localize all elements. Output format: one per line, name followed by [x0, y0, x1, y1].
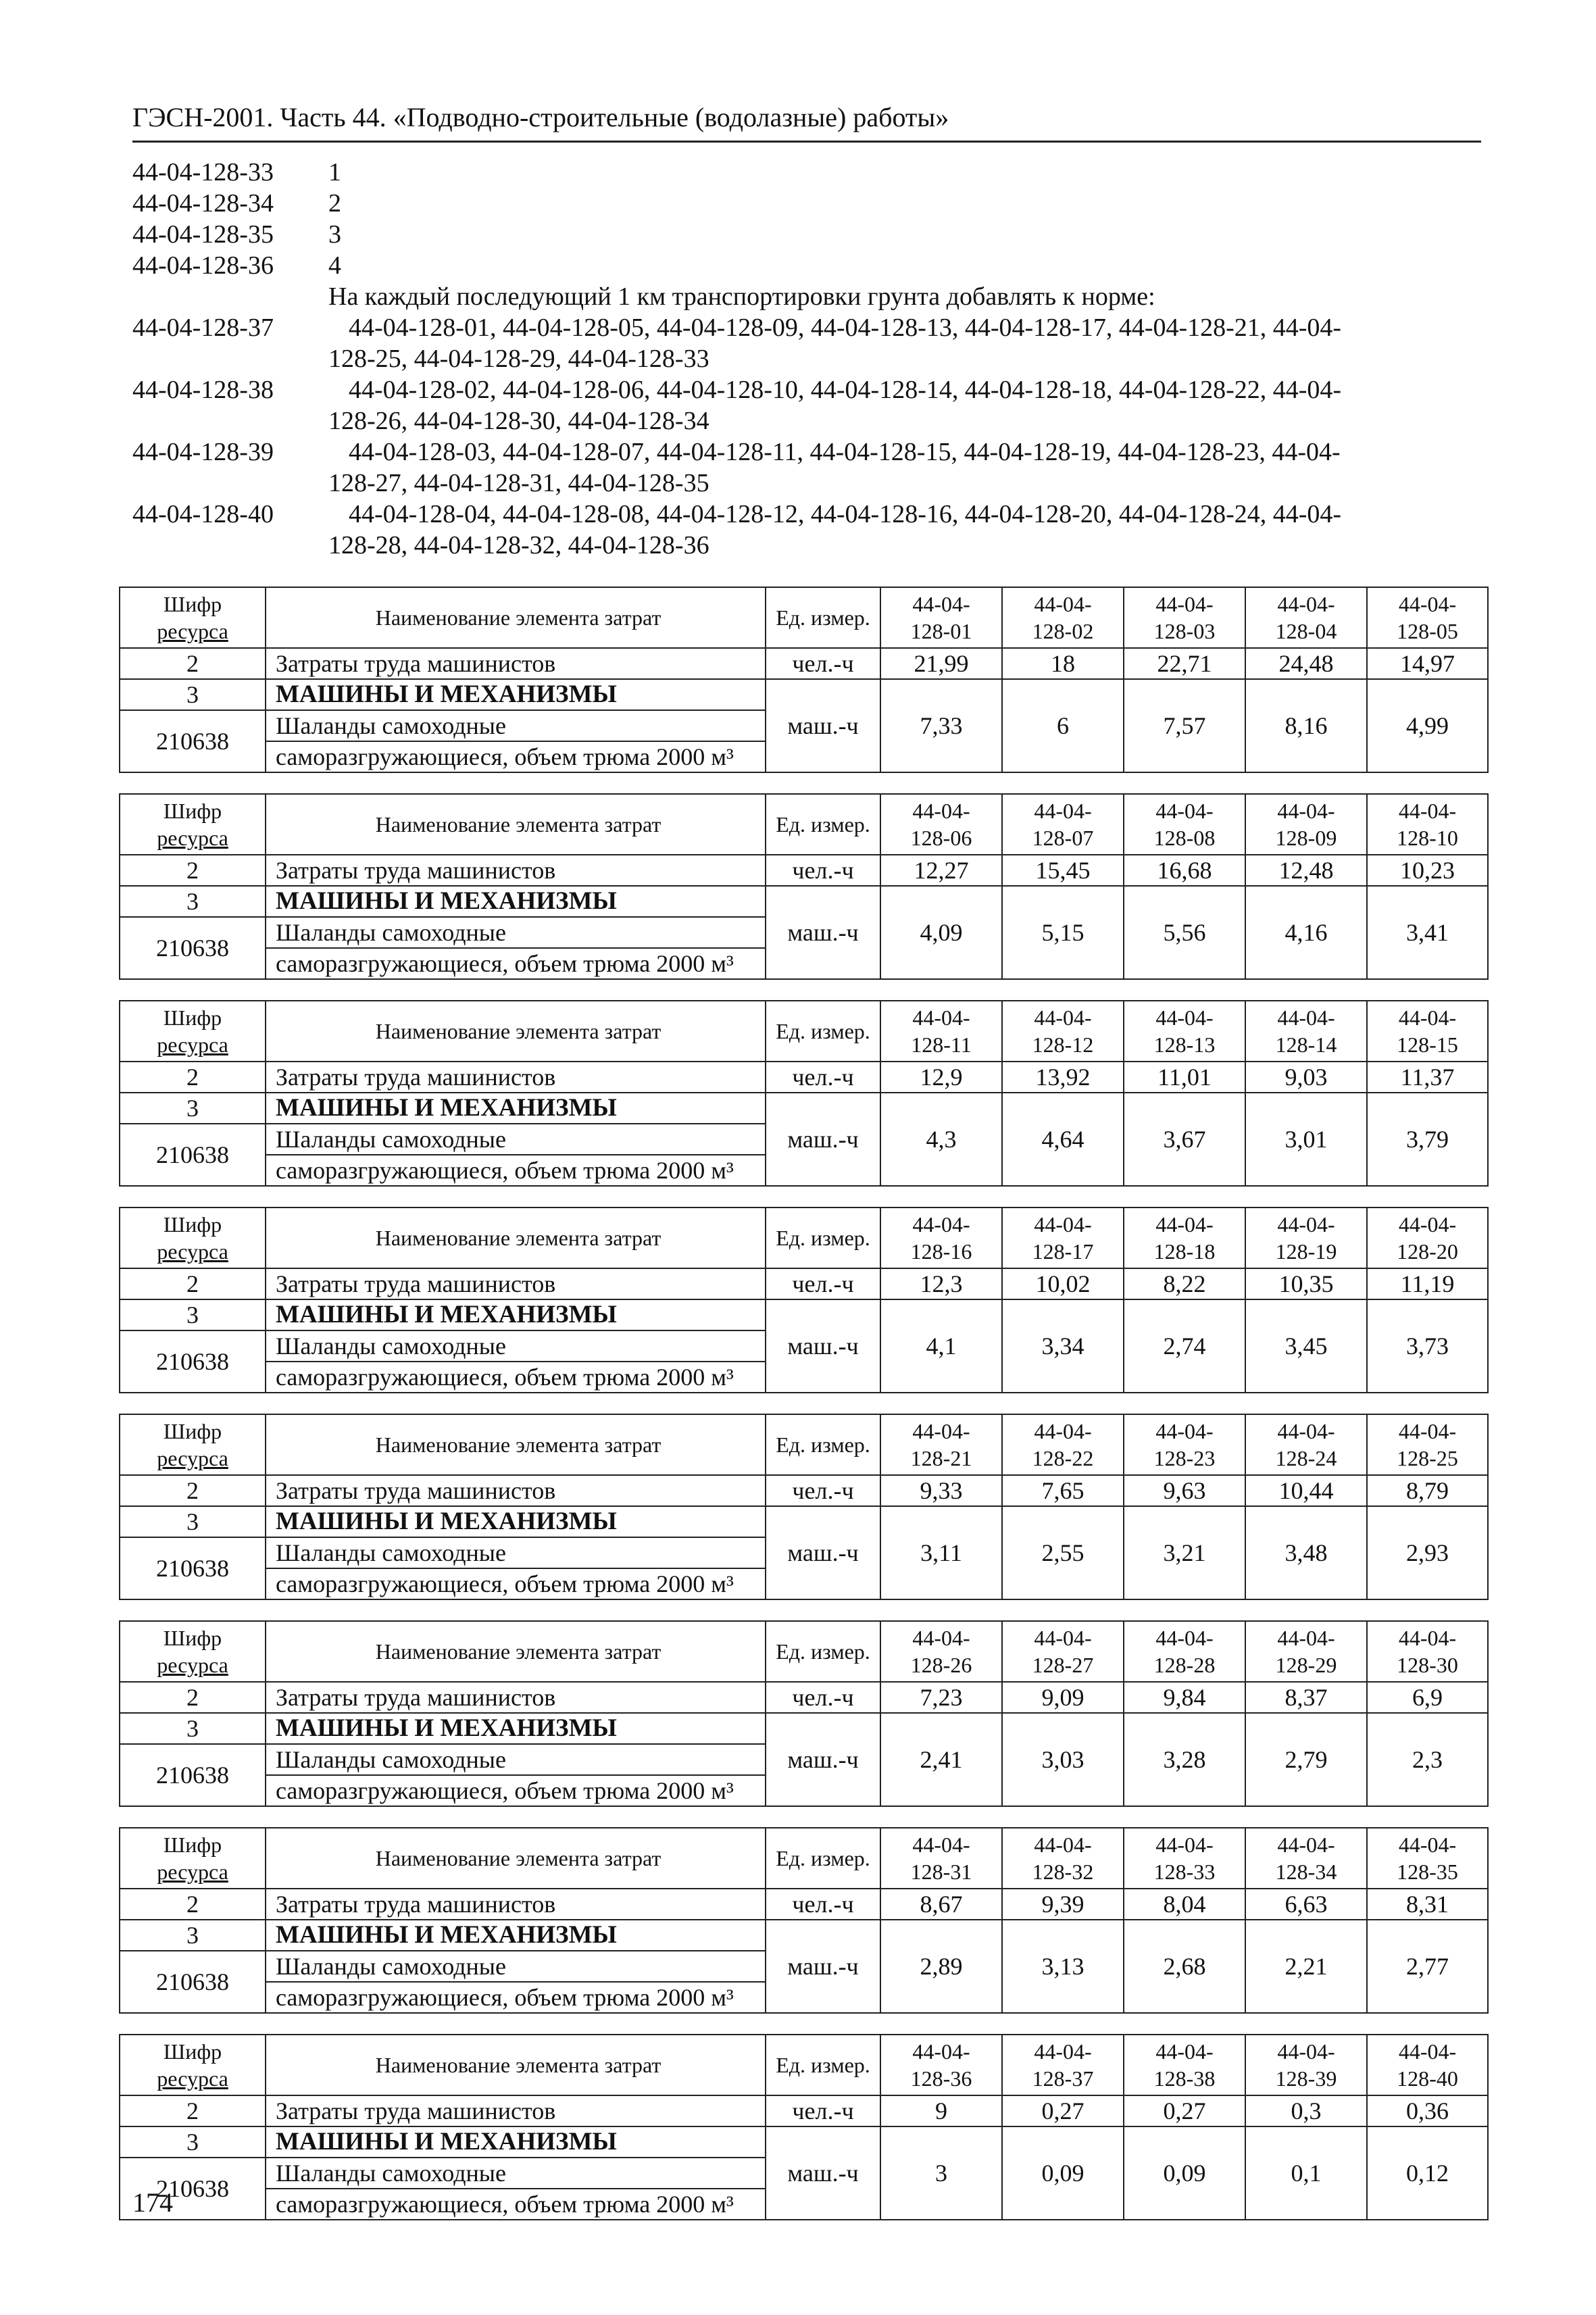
- addition-list-cont: 128-27, 44-04-128-31, 44-04-128-35: [328, 469, 709, 497]
- cost-element-header: Наименование элемента затрат: [266, 587, 766, 648]
- resource-code-header: Шифр ресурса: [120, 1001, 266, 1062]
- machine-name-cont: саморазгружающиеся, объем трюма 2000 м³: [266, 1982, 766, 2013]
- resource-code: 210638: [120, 917, 266, 979]
- addition-list: 44-04-128-03, 44-04-128-07, 44-04-128-11, 44-04-128-15, 44-04-128-19, 44-04-128-23, 44-04-: [349, 438, 1341, 466]
- labor-value: 8,67: [880, 1889, 1002, 1920]
- machine-value: 2,77: [1367, 1920, 1488, 2013]
- table-header-row: [120, 1828, 1488, 1889]
- labor-value: 13,92: [1002, 1062, 1124, 1093]
- norm-code-header: 44-04- 128-02: [1002, 587, 1124, 648]
- machine-value: 3,01: [1245, 1093, 1367, 1186]
- labor-value: 18: [1002, 648, 1124, 679]
- table-row: [120, 1506, 1488, 1537]
- code-distance: 2: [328, 189, 341, 218]
- unit: маш.-ч: [766, 1713, 880, 1806]
- cost-element-header: Наименование элемента затрат: [266, 1414, 766, 1475]
- unit-header: Ед. измер.: [766, 1828, 880, 1889]
- norm-code-header: 44-04- 128-04: [1245, 587, 1367, 648]
- resource-code-header: Шифр ресурса: [120, 1828, 266, 1889]
- table-header-row: [120, 1208, 1488, 1268]
- code: 44-04-128-37: [132, 314, 274, 342]
- table-row: [120, 886, 1488, 917]
- labor-value: 11,37: [1367, 1062, 1488, 1093]
- machine-value: 3: [880, 2126, 1002, 2220]
- table-row: [120, 1889, 1488, 1920]
- code: 44-04-128-40: [132, 500, 274, 528]
- machine-value: 3,21: [1124, 1506, 1245, 1599]
- cost-element: Затраты труда машинистов: [266, 648, 766, 679]
- cost-element-header: Наименование элемента затрат: [266, 2035, 766, 2095]
- norm-code-header: 44-04- 128-17: [1002, 1208, 1124, 1268]
- table-header-row: [120, 2035, 1488, 2095]
- resource-code-header: Шифр ресурса: [120, 794, 266, 855]
- machine-name: Шаланды самоходные: [266, 1330, 766, 1362]
- norm-code-header: 44-04- 128-31: [880, 1828, 1002, 1889]
- labor-value: 8,37: [1245, 1682, 1367, 1713]
- section-heading: МАШИНЫ И МЕХАНИЗМЫ: [266, 2126, 766, 2158]
- machine-value: 8,16: [1245, 679, 1367, 772]
- note-row: [132, 281, 1450, 312]
- section-heading: МАШИНЫ И МЕХАНИЗМЫ: [266, 886, 766, 917]
- addition-row: [132, 437, 1450, 468]
- addition-list-cont: 128-25, 44-04-128-29, 44-04-128-33: [328, 345, 709, 373]
- labor-value: 12,48: [1245, 855, 1367, 886]
- addition-row-cont: [132, 530, 1450, 561]
- norm-code-header: 44-04- 128-33: [1124, 1828, 1245, 1889]
- norm-code-header: 44-04- 128-24: [1245, 1414, 1367, 1475]
- machine-name-cont: саморазгружающиеся, объем трюма 2000 м³: [266, 948, 766, 979]
- labor-value: 9,03: [1245, 1062, 1367, 1093]
- cost-element-header: Наименование элемента затрат: [266, 1828, 766, 1889]
- norm-tables: [119, 587, 1487, 2241]
- machine-value: 2,55: [1002, 1506, 1124, 1599]
- table-header-row: [120, 794, 1488, 855]
- labor-value: 10,02: [1002, 1268, 1124, 1299]
- table-row: [120, 648, 1488, 679]
- labor-value: 9,84: [1124, 1682, 1245, 1713]
- resource-code: 3: [120, 886, 266, 917]
- machine-value: 4,3: [880, 1093, 1002, 1186]
- labor-value: 10,23: [1367, 855, 1488, 886]
- machine-name-cont: саморазгружающиеся, объем трюма 2000 м³: [266, 1775, 766, 1806]
- unit-header: Ед. измер.: [766, 2035, 880, 2095]
- norm-code-header: 44-04- 128-23: [1124, 1414, 1245, 1475]
- addition-row-cont: [132, 343, 1450, 374]
- norm-table: [119, 1414, 1489, 1600]
- code: 44-04-128-38: [132, 376, 274, 404]
- machine-value: 4,09: [880, 886, 1002, 979]
- cost-element: Затраты труда машинистов: [266, 1889, 766, 1920]
- page-number: 174: [132, 2187, 173, 2218]
- section-heading: МАШИНЫ И МЕХАНИЗМЫ: [266, 1299, 766, 1330]
- norm-code-header: 44-04- 128-39: [1245, 2035, 1367, 2095]
- cost-element: Затраты труда машинистов: [266, 1475, 766, 1506]
- labor-value: 15,45: [1002, 855, 1124, 886]
- unit: чел.-ч: [766, 2095, 880, 2126]
- addition-row: [132, 374, 1450, 405]
- machine-name: Шаланды самоходные: [266, 1537, 766, 1568]
- machine-value: 4,16: [1245, 886, 1367, 979]
- table-header-row: [120, 1001, 1488, 1062]
- resource-code: 2: [120, 1268, 266, 1299]
- labor-value: 6,63: [1245, 1889, 1367, 1920]
- table-row: [120, 679, 1488, 710]
- machine-value: 4,64: [1002, 1093, 1124, 1186]
- resource-code-header: Шифр ресурса: [120, 1621, 266, 1682]
- machine-value: 3,13: [1002, 1920, 1124, 2013]
- table-header-row: [120, 587, 1488, 648]
- table-row: [120, 855, 1488, 886]
- labor-value: 12,3: [880, 1268, 1002, 1299]
- labor-value: 11,01: [1124, 1062, 1245, 1093]
- norm-table: [119, 1207, 1489, 1393]
- labor-value: 9,39: [1002, 1889, 1124, 1920]
- norm-code-header: 44-04- 128-11: [880, 1001, 1002, 1062]
- resource-code: 3: [120, 1713, 266, 1744]
- machine-name: Шаланды самоходные: [266, 1124, 766, 1155]
- labor-value: 12,9: [880, 1062, 1002, 1093]
- resource-code: 210638: [120, 1951, 266, 2013]
- addition-row: [132, 499, 1450, 530]
- machine-value: 3,45: [1245, 1299, 1367, 1393]
- addition-list: 44-04-128-01, 44-04-128-05, 44-04-128-09, 44-04-128-13, 44-04-128-17, 44-04-128-21, 44-04-: [349, 314, 1342, 342]
- cost-element: Затраты труда машинистов: [266, 1062, 766, 1093]
- table-row: [120, 1713, 1488, 1744]
- norm-table: [119, 793, 1489, 980]
- norm-code-header: 44-04- 128-18: [1124, 1208, 1245, 1268]
- table-row: [120, 1299, 1488, 1330]
- norm-code-header: 44-04- 128-32: [1002, 1828, 1124, 1889]
- table-header-row: [120, 1621, 1488, 1682]
- labor-value: 9: [880, 2095, 1002, 2126]
- table-row: [120, 2126, 1488, 2158]
- machine-name: Шаланды самоходные: [266, 710, 766, 741]
- unit: маш.-ч: [766, 1506, 880, 1599]
- unit: маш.-ч: [766, 1920, 880, 2013]
- unit: маш.-ч: [766, 1093, 880, 1186]
- machine-value: 6: [1002, 679, 1124, 772]
- resource-code: 210638: [120, 710, 266, 772]
- machine-name-cont: саморазгружающиеся, объем трюма 2000 м³: [266, 1155, 766, 1186]
- resource-code: 210638: [120, 1124, 266, 1186]
- section-heading: МАШИНЫ И МЕХАНИЗМЫ: [266, 1506, 766, 1537]
- addition-list: 44-04-128-04, 44-04-128-08, 44-04-128-12, 44-04-128-16, 44-04-128-20, 44-04-128-24, 44-04-: [349, 500, 1342, 528]
- machine-value: 2,21: [1245, 1920, 1367, 2013]
- labor-value: 8,04: [1124, 1889, 1245, 1920]
- norm-code-header: 44-04- 128-09: [1245, 794, 1367, 855]
- machine-name-cont: саморазгружающиеся, объем трюма 2000 м³: [266, 741, 766, 772]
- resource-code: 2: [120, 1682, 266, 1713]
- norm-code-header: 44-04- 128-01: [880, 587, 1002, 648]
- cost-element-header: Наименование элемента затрат: [266, 1208, 766, 1268]
- code-distance: 1: [328, 158, 341, 186]
- labor-value: 0,3: [1245, 2095, 1367, 2126]
- unit: маш.-ч: [766, 679, 880, 772]
- resource-code: 2: [120, 855, 266, 886]
- norm-code-header: 44-04- 128-19: [1245, 1208, 1367, 1268]
- labor-value: 24,48: [1245, 648, 1367, 679]
- labor-value: 0,27: [1002, 2095, 1124, 2126]
- machine-value: 2,79: [1245, 1713, 1367, 1806]
- labor-value: 16,68: [1124, 855, 1245, 886]
- machine-value: 3,41: [1367, 886, 1488, 979]
- unit-header: Ед. измер.: [766, 1414, 880, 1475]
- table-row: [120, 1268, 1488, 1299]
- norm-code-header: 44-04- 128-36: [880, 2035, 1002, 2095]
- labor-value: 22,71: [1124, 648, 1245, 679]
- machine-value: 5,56: [1124, 886, 1245, 979]
- section-heading: МАШИНЫ И МЕХАНИЗМЫ: [266, 1920, 766, 1951]
- norm-code-header: 44-04- 128-22: [1002, 1414, 1124, 1475]
- norm-code-header: 44-04- 128-29: [1245, 1621, 1367, 1682]
- addition-list: 44-04-128-02, 44-04-128-06, 44-04-128-10, 44-04-128-14, 44-04-128-18, 44-04-128-22, 44-04-: [349, 376, 1342, 404]
- machine-value: 2,93: [1367, 1506, 1488, 1599]
- page-header: [132, 100, 1481, 143]
- table-row: [120, 1920, 1488, 1951]
- norm-code-header: 44-04- 128-08: [1124, 794, 1245, 855]
- machine-value: 0,1: [1245, 2126, 1367, 2220]
- resource-code: 3: [120, 1299, 266, 1330]
- unit: чел.-ч: [766, 855, 880, 886]
- norm-code-header: 44-04- 128-30: [1367, 1621, 1488, 1682]
- machine-value: 3,28: [1124, 1713, 1245, 1806]
- labor-value: 14,97: [1367, 648, 1488, 679]
- norm-code-header: 44-04- 128-21: [880, 1414, 1002, 1475]
- norm-table: [119, 2034, 1489, 2220]
- machine-value: 7,33: [880, 679, 1002, 772]
- resource-code: 210638: [120, 1537, 266, 1599]
- code: 44-04-128-39: [132, 438, 274, 466]
- resource-code: 3: [120, 679, 266, 710]
- resource-code: 2: [120, 2095, 266, 2126]
- code-row: [132, 188, 1450, 219]
- unit: чел.-ч: [766, 1475, 880, 1506]
- code-distance: 4: [328, 251, 341, 280]
- resource-code: 2: [120, 648, 266, 679]
- norm-code-header: 44-04- 128-37: [1002, 2035, 1124, 2095]
- machine-value: 5,15: [1002, 886, 1124, 979]
- cost-element: Затраты труда машинистов: [266, 1682, 766, 1713]
- machine-name-cont: саморазгружающиеся, объем трюма 2000 м³: [266, 1362, 766, 1393]
- cost-element-header: Наименование элемента затрат: [266, 1621, 766, 1682]
- machine-name: Шаланды самоходные: [266, 1744, 766, 1775]
- unit-header: Ед. измер.: [766, 794, 880, 855]
- unit: чел.-ч: [766, 1062, 880, 1093]
- addition-row-cont: [132, 468, 1450, 499]
- labor-value: 0,36: [1367, 2095, 1488, 2126]
- machine-name-cont: саморазгружающиеся, объем трюма 2000 м³: [266, 1568, 766, 1599]
- resource-code: 2: [120, 1889, 266, 1920]
- machine-name: Шаланды самоходные: [266, 1951, 766, 1982]
- unit-header: Ед. измер.: [766, 587, 880, 648]
- resource-code: 3: [120, 1920, 266, 1951]
- machine-value: 0,09: [1002, 2126, 1124, 2220]
- labor-value: 7,65: [1002, 1475, 1124, 1506]
- norm-code-header: 44-04- 128-38: [1124, 2035, 1245, 2095]
- machine-value: 2,3: [1367, 1713, 1488, 1806]
- norm-code-header: 44-04- 128-40: [1367, 2035, 1488, 2095]
- norm-code-header: 44-04- 128-03: [1124, 587, 1245, 648]
- resource-code: 210638: [120, 2158, 266, 2220]
- machine-value: 3,67: [1124, 1093, 1245, 1186]
- norm-code-header: 44-04- 128-13: [1124, 1001, 1245, 1062]
- machine-value: 3,34: [1002, 1299, 1124, 1393]
- table-row: [120, 1475, 1488, 1506]
- code-row: [132, 157, 1450, 188]
- labor-value: 8,79: [1367, 1475, 1488, 1506]
- unit: маш.-ч: [766, 886, 880, 979]
- resource-code-header: Шифр ресурса: [120, 587, 266, 648]
- machine-value: 3,11: [880, 1506, 1002, 1599]
- labor-value: 9,09: [1002, 1682, 1124, 1713]
- labor-value: 12,27: [880, 855, 1002, 886]
- addition-list-cont: 128-28, 44-04-128-32, 44-04-128-36: [328, 531, 709, 559]
- machine-value: 2,89: [880, 1920, 1002, 2013]
- labor-value: 8,31: [1367, 1889, 1488, 1920]
- code-row: [132, 219, 1450, 250]
- machine-value: 0,12: [1367, 2126, 1488, 2220]
- section-heading: МАШИНЫ И МЕХАНИЗМЫ: [266, 1093, 766, 1124]
- norm-code-header: 44-04- 128-15: [1367, 1001, 1488, 1062]
- resource-code: 2: [120, 1475, 266, 1506]
- resource-code: 3: [120, 1506, 266, 1537]
- labor-value: 10,44: [1245, 1475, 1367, 1506]
- norm-code-header: 44-04- 128-06: [880, 794, 1002, 855]
- labor-value: 9,63: [1124, 1475, 1245, 1506]
- unit: маш.-ч: [766, 2126, 880, 2220]
- labor-value: 9,33: [880, 1475, 1002, 1506]
- addition-list-cont: 128-26, 44-04-128-30, 44-04-128-34: [328, 407, 709, 435]
- norm-table: [119, 1000, 1489, 1187]
- labor-value: 0,27: [1124, 2095, 1245, 2126]
- machine-value: 3,03: [1002, 1713, 1124, 1806]
- code-row: [132, 250, 1450, 281]
- machine-value: 0,09: [1124, 2126, 1245, 2220]
- machine-value: 4,1: [880, 1299, 1002, 1393]
- machine-name: Шаланды самоходные: [266, 917, 766, 948]
- norm-table: [119, 1827, 1489, 2014]
- machine-name-cont: саморазгружающиеся, объем трюма 2000 м³: [266, 2189, 766, 2220]
- section-heading: МАШИНЫ И МЕХАНИЗМЫ: [266, 1713, 766, 1744]
- document-title: ГЭСН-2001. Часть 44. «Подводно-строительные (водолазные) работы»: [132, 102, 949, 132]
- norm-code-header: 44-04- 128-35: [1367, 1828, 1488, 1889]
- code: 44-04-128-33: [132, 158, 274, 186]
- table-row: [120, 1062, 1488, 1093]
- unit: маш.-ч: [766, 1299, 880, 1393]
- machine-name: Шаланды самоходные: [266, 2158, 766, 2189]
- machine-value: 4,99: [1367, 679, 1488, 772]
- resource-code: 210638: [120, 1744, 266, 1806]
- norm-code-header: 44-04- 128-28: [1124, 1621, 1245, 1682]
- machine-value: 2,74: [1124, 1299, 1245, 1393]
- resource-code-header: Шифр ресурса: [120, 1414, 266, 1475]
- resource-code: 210638: [120, 1330, 266, 1393]
- code: 44-04-128-34: [132, 189, 274, 218]
- code: 44-04-128-36: [132, 251, 274, 280]
- table-header-row: [120, 1414, 1488, 1475]
- code: 44-04-128-35: [132, 220, 274, 249]
- resource-code: 3: [120, 2126, 266, 2158]
- unit-header: Ед. измер.: [766, 1001, 880, 1062]
- norm-code-header: 44-04- 128-14: [1245, 1001, 1367, 1062]
- table-row: [120, 1093, 1488, 1124]
- cost-element-header: Наименование элемента затрат: [266, 794, 766, 855]
- labor-value: 10,35: [1245, 1268, 1367, 1299]
- norm-code-header: 44-04- 128-05: [1367, 587, 1488, 648]
- machine-value: 7,57: [1124, 679, 1245, 772]
- additional-note: На каждый последующий 1 км транспортировки грунта добавлять к норме:: [328, 282, 1155, 311]
- norm-code-header: 44-04- 128-20: [1367, 1208, 1488, 1268]
- machine-value: 3,48: [1245, 1506, 1367, 1599]
- norm-code-header: 44-04- 128-10: [1367, 794, 1488, 855]
- norm-code-header: 44-04- 128-34: [1245, 1828, 1367, 1889]
- norm-code-header: 44-04- 128-16: [880, 1208, 1002, 1268]
- labor-value: 6,9: [1367, 1682, 1488, 1713]
- machine-value: 2,68: [1124, 1920, 1245, 2013]
- cost-element-header: Наименование элемента затрат: [266, 1001, 766, 1062]
- table-row: [120, 2095, 1488, 2126]
- unit: чел.-ч: [766, 1889, 880, 1920]
- code-list: [132, 157, 1450, 561]
- norm-code-header: 44-04- 128-27: [1002, 1621, 1124, 1682]
- norm-code-header: 44-04- 128-26: [880, 1621, 1002, 1682]
- cost-element: Затраты труда машинистов: [266, 2095, 766, 2126]
- unit: чел.-ч: [766, 648, 880, 679]
- norm-code-header: 44-04- 128-25: [1367, 1414, 1488, 1475]
- addition-row-cont: [132, 405, 1450, 437]
- unit: чел.-ч: [766, 1268, 880, 1299]
- code-distance: 3: [328, 220, 341, 249]
- table-row: [120, 1682, 1488, 1713]
- unit: чел.-ч: [766, 1682, 880, 1713]
- labor-value: 21,99: [880, 648, 1002, 679]
- addition-row: [132, 312, 1450, 343]
- machine-value: 3,73: [1367, 1299, 1488, 1393]
- section-heading: МАШИНЫ И МЕХАНИЗМЫ: [266, 679, 766, 710]
- cost-element: Затраты труда машинистов: [266, 1268, 766, 1299]
- resource-code-header: Шифр ресурса: [120, 2035, 266, 2095]
- labor-value: 8,22: [1124, 1268, 1245, 1299]
- machine-value: 3,79: [1367, 1093, 1488, 1186]
- cost-element: Затраты труда машинистов: [266, 855, 766, 886]
- norm-code-header: 44-04- 128-07: [1002, 794, 1124, 855]
- labor-value: 11,19: [1367, 1268, 1488, 1299]
- norm-code-header: 44-04- 128-12: [1002, 1001, 1124, 1062]
- unit-header: Ед. измер.: [766, 1208, 880, 1268]
- labor-value: 7,23: [880, 1682, 1002, 1713]
- resource-code-header: Шифр ресурса: [120, 1208, 266, 1268]
- norm-table: [119, 1620, 1489, 1807]
- resource-code: 3: [120, 1093, 266, 1124]
- unit-header: Ед. измер.: [766, 1621, 880, 1682]
- machine-value: 2,41: [880, 1713, 1002, 1806]
- norm-table: [119, 587, 1489, 773]
- resource-code: 2: [120, 1062, 266, 1093]
